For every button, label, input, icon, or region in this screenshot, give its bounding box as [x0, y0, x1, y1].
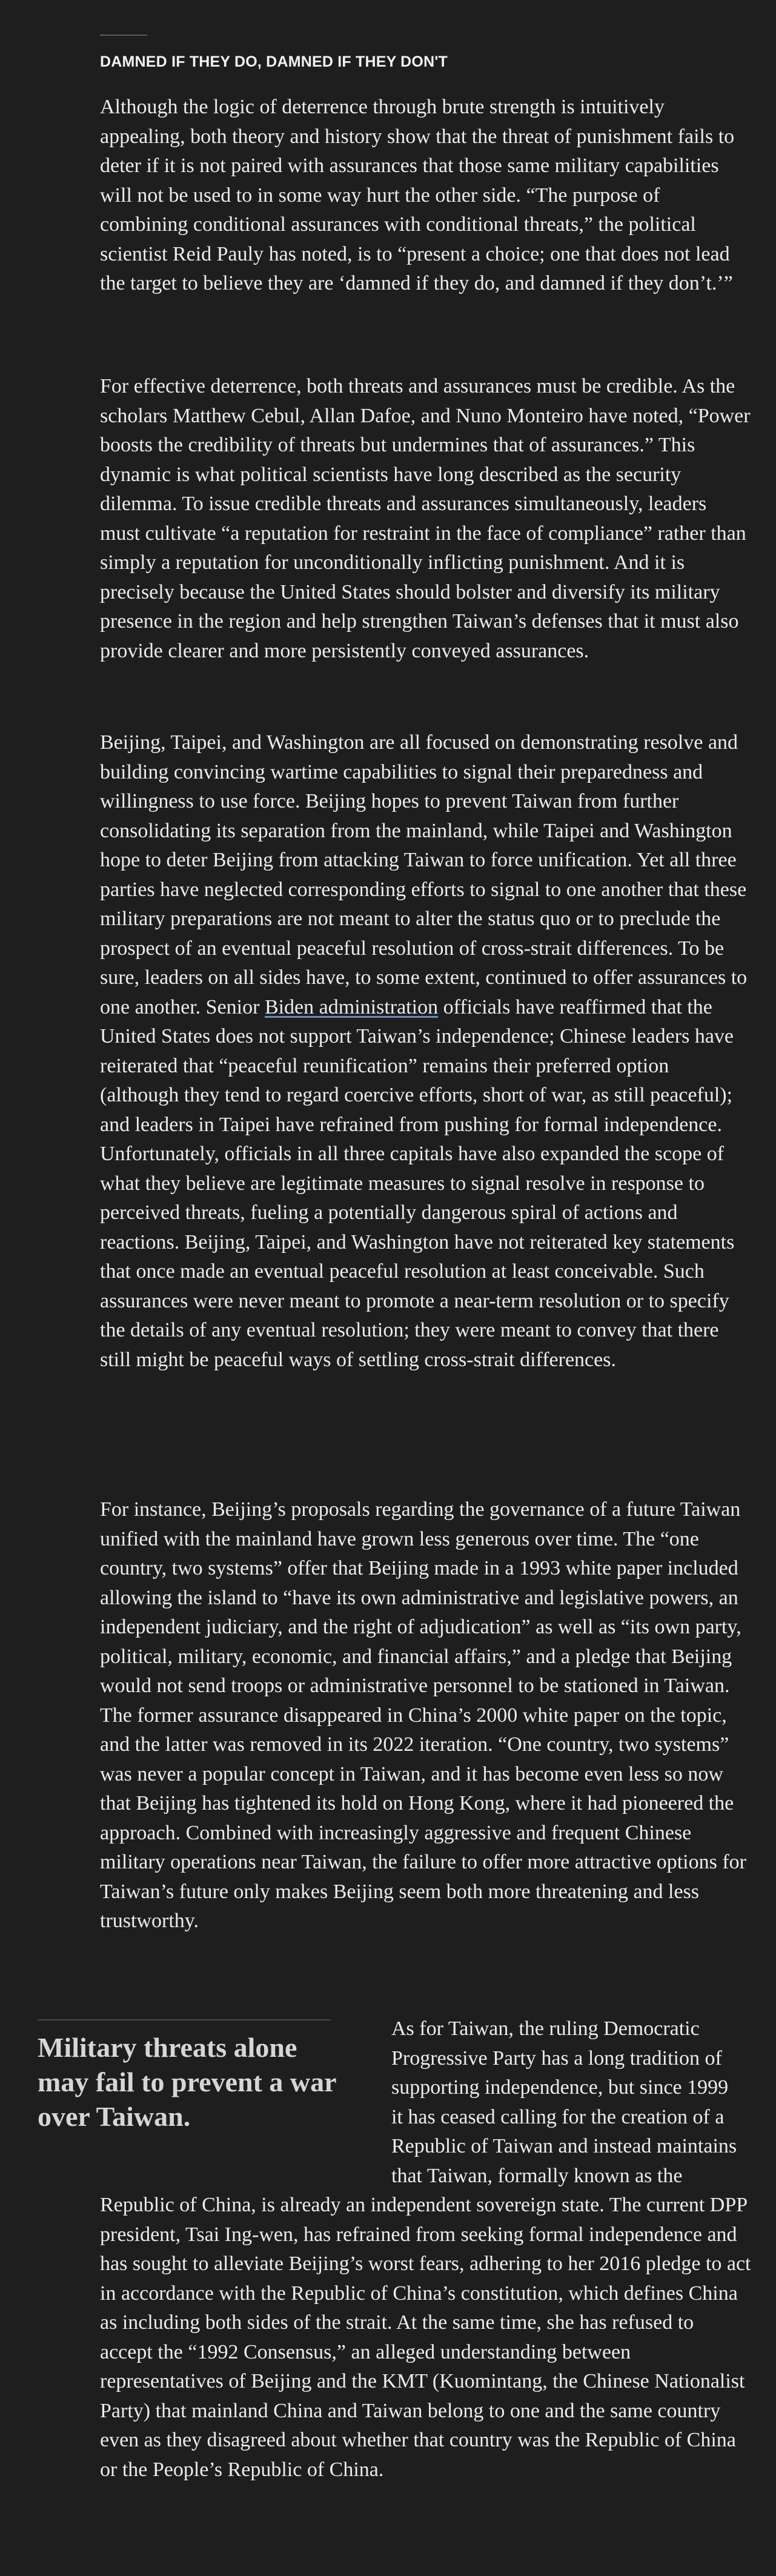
body-paragraph: Although the logic of deterrence through brute strength is intuitively appealing, both theory and history show that the threat of punishment fails to deter if it is not paired with assurances that those same military capabilities will not be used to in some way hurt the other side. “The purpose of combining conditional assurances with conditional threats,” the political scientist Reid Pauly has noted, is to “present a choice; one that does not lead the target to believe they are ‘damned if they do, and damned if they don’t.’”: [100, 96, 735, 294]
pullquote: Military threats alone may fail to prevent a war over Taiwan.: [38, 2032, 336, 2132]
paragraph-line: that Taiwan, formally known as the: [391, 2164, 683, 2187]
section-heading: DAMNED IF THEY DO, DAMNED IF THEY DON'T: [100, 53, 448, 70]
body-paragraph-continued: Republic of China, is already an independent sovereign state. The current DPP president, Tsai Ing-wen, has refrained from seeking formal independence and has sought to alleviate Beijing’s worst fears, adhering to her 2016 pledge to act in accordance with the Republic of China’s constitution, which defines China as including both sides of the strait. At the same time, she has refused to accept the “1992 Consensus,” an alleged understanding between representatives of Beijing and the KMT (Kuomintang, the Chinese Nationalist Party) that mainland China and Taiwan belong to one and the same country even as they disagreed about whether that country was the Republic of China or the People’s Republic of China.: [100, 2194, 751, 2481]
paragraph-line: As for Taiwan, the ruling Democratic: [391, 2017, 700, 2040]
top-rule: [100, 35, 147, 36]
paragraph-line: it has ceased calling for the creation of a: [391, 2105, 725, 2128]
paragraph-text: officials have reaffirmed that the United States does not support Taiwan’s independence; Chinese leaders have reiterated that “peaceful reunification” remains their preferred option (although they tend to regard coercive efforts, short of war, as still peaceful); and leaders in Taipei have refrained from pushing for formal independence. Unfortunately, officials in all three capitals have also expanded the scope of what they believe are legitimate measures to signal resolve in response to perceived threats, fueling a potentially dangerous spiral of actions and reactions. Beijing, Taipei, and Washington have not reiterated key statements that once made an eventual peaceful resolution at least conceivable. Such assurances were never meant to promote a near-term resolution or to specify the details of any eventual resolution; they were meant to convey that there still might be peaceful ways of settling cross-strait differences.: [100, 995, 735, 1371]
pullquote-rule: [38, 2019, 331, 2020]
paragraph-line: supporting independence, but since 1999: [391, 2076, 729, 2099]
body-paragraph: [100, 728, 751, 1375]
biden-administration-link[interactable]: Biden administration: [264, 995, 439, 1018]
body-paragraph-beside-quote: [391, 2014, 755, 2191]
paragraph-line: Republic of Taiwan and instead maintains: [391, 2135, 737, 2157]
paragraph-line: Progressive Party has a long tradition of: [391, 2047, 722, 2070]
body-paragraph: For instance, Beijing’s proposals regarding the governance of a future Taiwan unified with the mainland have grown less generous over time. The “one country, two systems” offer that Beijing made in a 1993 white paper included allowing the island to “have its own administrative and legislative powers, an independent judiciary, and the right of adjudication” as well as “its own party, political, military, economic, and financial affairs,” and a pledge that Beijing would not send troops or administrative personnel to be stationed in Taiwan. The former assurance disappeared in China’s 2000 white paper on the topic, and the latter was removed in its 2022 iteration. “One country, two systems” was never a popular concept in Taiwan, and it has become even less so now that Beijing has tightened its hold on Hong Kong, where it had pioneered the approach. Combined with increasingly aggressive and frequent Chinese military operations near Taiwan, the failure to offer more attractive options for Taiwan’s future only makes Beijing seem both more threatening and less trustworthy.: [100, 1498, 746, 1932]
paragraph-text: Beijing, Taipei, and Washington are all focused on demonstrating resolve and building convincing wartime capabilities to signal their preparedness and willingness to use force. Beijing hopes to prevent Taiwan from further consolidating its separation from the mainland, while Taipei and Washington hope to deter Beijing from attacking Taiwan to force unification. Yet all three parties have neglected corresponding efforts to signal to one another that these military preparations are not meant to alter the status quo or to preclude the prospect of an eventual peaceful resolution of cross-strait differences. To be sure, leaders on all sides have, to some extent, continued to offer assurances to one another. Senior: [100, 731, 748, 1018]
body-paragraph: For effective deterrence, both threats and assurances must be credible. As the scholars Matthew Cebul, Allan Dafoe, and Nuno Monteiro have noted, “Power boosts the credibility of threats but undermines that of assurances.” This dynamic is what political scientists have long described as the security dilemma. To issue credible threats and assurances simultaneously, leaders must cultivate “a reputation for restraint in the face of compliance” rather than simply a reputation for unconditionally inflicting punishment. And it is precisely because the United States should bolster and diversify its military presence in the region and help strengthen Taiwan’s defenses that it must also provide clearer and more persistently conveyed assurances.: [100, 375, 751, 662]
